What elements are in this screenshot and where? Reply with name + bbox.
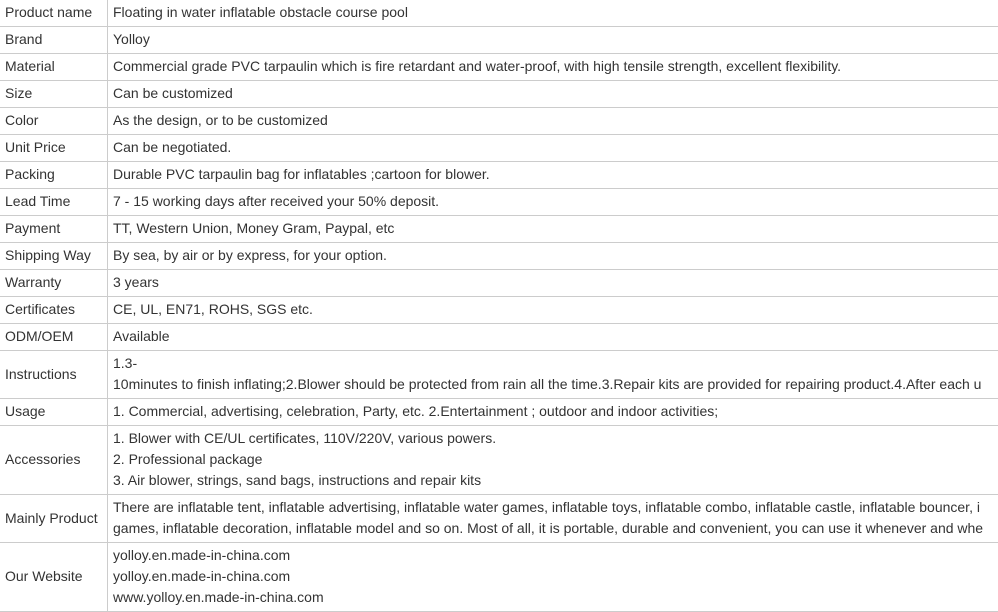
spec-row-product-name — [0, 0, 998, 27]
spec-value — [108, 324, 998, 351]
spec-row-usage — [0, 399, 998, 426]
spec-value — [108, 426, 998, 495]
spec-value-line: Commercial grade PVC tarpaulin which is fire retardant and water-proof, with high tensile strength, excellent flexibility. — [113, 56, 998, 77]
spec-value — [108, 543, 998, 612]
spec-value-line: 7 - 15 working days after received your 50% deposit. — [113, 191, 998, 212]
spec-label: Brand — [0, 27, 108, 54]
spec-label: Certificates — [0, 297, 108, 324]
spec-label: Color — [0, 108, 108, 135]
spec-label: Unit Price — [0, 135, 108, 162]
spec-value — [108, 162, 998, 189]
spec-row-material — [0, 54, 998, 81]
spec-row-packing — [0, 162, 998, 189]
website-link[interactable]: yolloy.en.made-in-china.com — [113, 545, 998, 566]
spec-value — [108, 54, 998, 81]
spec-value — [108, 297, 998, 324]
spec-label: Usage — [0, 399, 108, 426]
spec-value — [108, 351, 998, 399]
spec-row-accessories — [0, 426, 998, 495]
spec-label: Material — [0, 54, 108, 81]
spec-value — [108, 243, 998, 270]
spec-row-lead-time — [0, 189, 998, 216]
spec-value-line: Durable PVC tarpaulin bag for inflatables ;cartoon for blower. — [113, 164, 998, 185]
spec-value-line: Available — [113, 326, 998, 347]
spec-label: Product name — [0, 0, 108, 27]
website-link[interactable]: yolloy.en.made-in-china.com — [113, 566, 998, 587]
spec-value-line: 10minutes to finish inflating;2.Blower should be protected from rain all the time.3.Repair kits are provided for repairing product.4.After each u — [113, 374, 998, 395]
spec-label: Warranty — [0, 270, 108, 297]
spec-label: Our Website — [0, 543, 108, 612]
spec-row-unit-price — [0, 135, 998, 162]
spec-row-payment — [0, 216, 998, 243]
spec-value-line: games, inflatable decoration, inflatable model and so on. Most of all, it is portable, durable and convenient, you can use it whenever and whe — [113, 518, 998, 539]
spec-label: Accessories — [0, 426, 108, 495]
spec-label: Lead Time — [0, 189, 108, 216]
spec-value — [108, 0, 998, 27]
spec-value-line: 1. Blower with CE/UL certificates, 110V/220V, various powers. — [113, 428, 998, 449]
spec-value-line: Can be customized — [113, 83, 998, 104]
spec-value-line: CE, UL, EN71, ROHS, SGS etc. — [113, 299, 998, 320]
spec-value — [108, 216, 998, 243]
spec-value-line: 3. Air blower, strings, sand bags, instructions and repair kits — [113, 470, 998, 491]
spec-value — [108, 399, 998, 426]
spec-value — [108, 270, 998, 297]
spec-label: Payment — [0, 216, 108, 243]
spec-value — [108, 27, 998, 54]
spec-value-line: Can be negotiated. — [113, 137, 998, 158]
spec-row-shipping-way — [0, 243, 998, 270]
spec-value-line: 2. Professional package — [113, 449, 998, 470]
spec-row-our-website — [0, 543, 998, 612]
spec-row-instructions — [0, 351, 998, 399]
spec-value — [108, 81, 998, 108]
spec-value — [108, 495, 998, 543]
spec-row-color — [0, 108, 998, 135]
spec-value-line: There are inflatable tent, inflatable advertising, inflatable water games, inflatable toys, inflatable combo, inflatable castle, inflatable bouncer, i — [113, 497, 998, 518]
spec-value — [108, 189, 998, 216]
spec-label: Size — [0, 81, 108, 108]
spec-value — [108, 135, 998, 162]
spec-value-line: 3 years — [113, 272, 998, 293]
spec-row-brand — [0, 27, 998, 54]
spec-label: Packing — [0, 162, 108, 189]
spec-label: Mainly Product — [0, 495, 108, 543]
website-link[interactable]: www.yolloy.en.made-in-china.com — [113, 587, 998, 608]
spec-row-mainly-product — [0, 495, 998, 543]
spec-value-line: 1. Commercial, advertising, celebration, Party, etc. 2.Entertainment ; outdoor and indoor activities; — [113, 401, 998, 422]
spec-value-line: As the design, or to be customized — [113, 110, 998, 131]
spec-row-certificates — [0, 297, 998, 324]
spec-row-size — [0, 81, 998, 108]
spec-label: Shipping Way — [0, 243, 108, 270]
spec-value — [108, 108, 998, 135]
spec-value-line: TT, Western Union, Money Gram, Paypal, etc — [113, 218, 998, 239]
spec-label: Instructions — [0, 351, 108, 399]
spec-row-odm-oem — [0, 324, 998, 351]
spec-value-line: 1.3- — [113, 353, 998, 374]
spec-value-line: Floating in water inflatable obstacle course pool — [113, 2, 998, 23]
spec-value-line: Yolloy — [113, 29, 998, 50]
spec-value-line: By sea, by air or by express, for your option. — [113, 245, 998, 266]
spec-label: ODM/OEM — [0, 324, 108, 351]
spec-row-warranty — [0, 270, 998, 297]
